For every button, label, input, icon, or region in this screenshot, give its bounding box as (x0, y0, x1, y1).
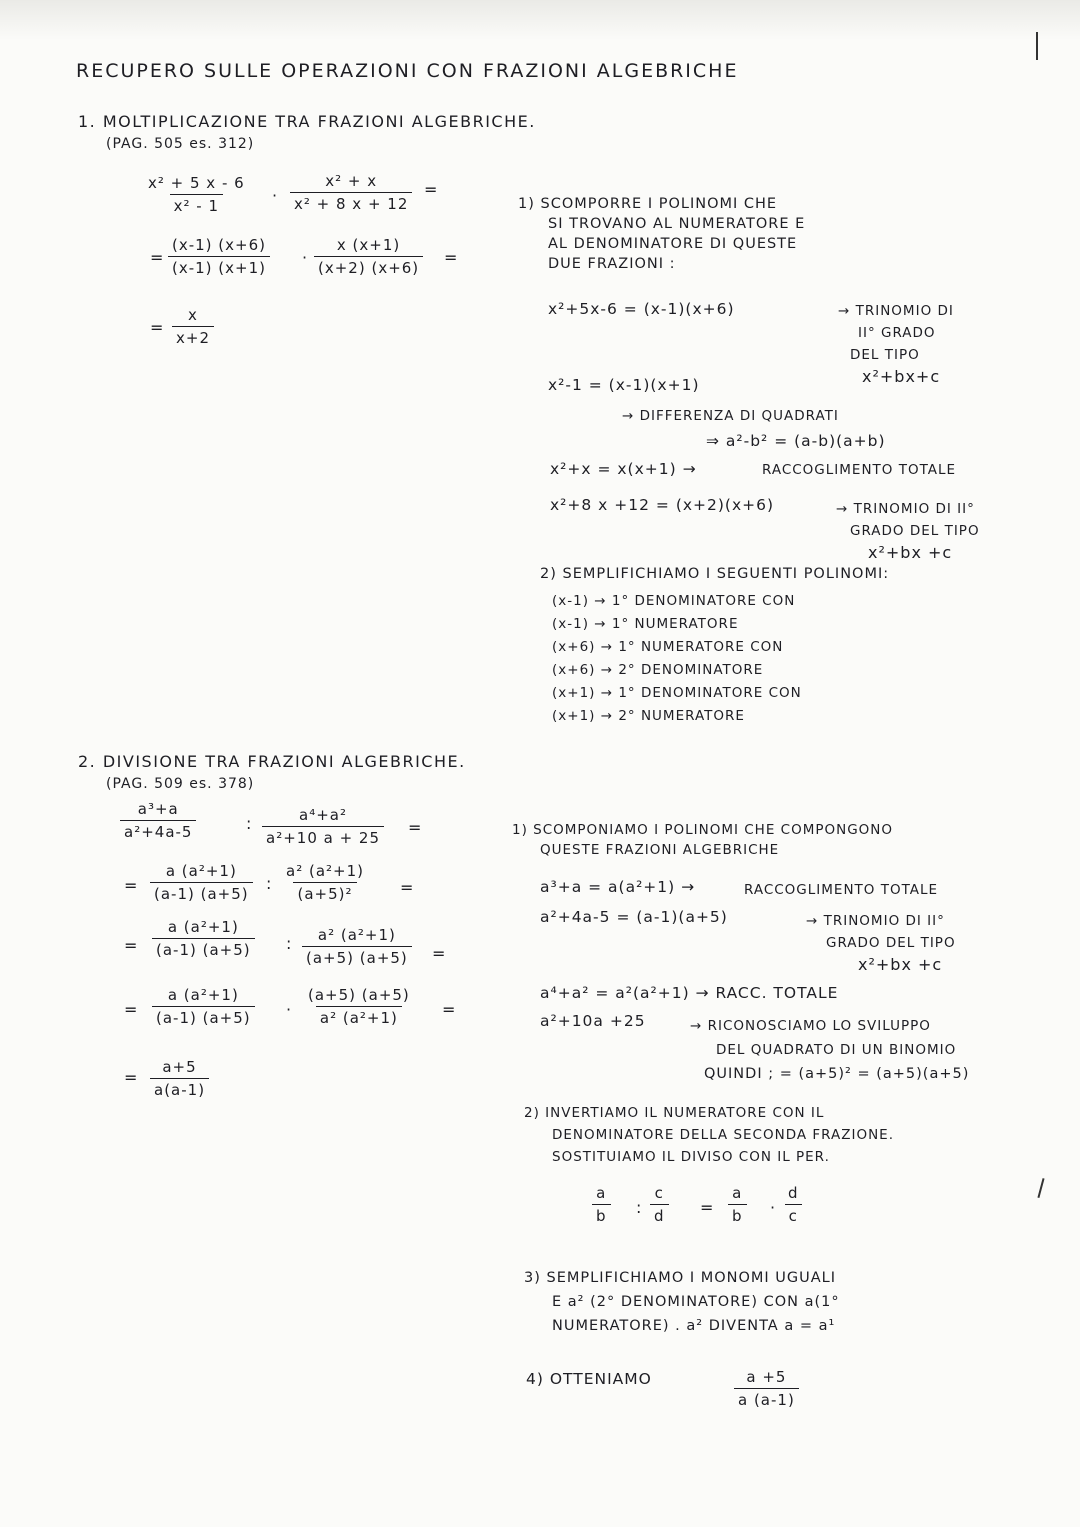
section1-ref: (PAG. 505 es. 312) (106, 136, 255, 152)
equals-sign: = (444, 248, 459, 267)
equals-sign: = (124, 1068, 139, 1087)
equals-sign: = (124, 1000, 139, 1019)
page-edge-shadow (0, 0, 1080, 40)
fraction (168, 236, 270, 277)
equals-sign: = (124, 876, 139, 895)
list-item: (x+1) → 2° NUMERATORE (552, 708, 745, 724)
equals-sign: = (424, 180, 439, 199)
rule-fraction: $\frac{d}{c}$ (784, 1184, 803, 1225)
operator: : (636, 1198, 643, 1217)
final-result-fraction (734, 1368, 799, 1409)
operator: : (286, 934, 293, 953)
factorization-note: → TRINOMIO DI II° GRADO DEL TIPO x²+bx+c (838, 303, 954, 386)
step3-notes: 3) SEMPLIFICHIAMO I MONOMI UGUALI E a² (2° DENOMINATORE) CON a(1° NUMERATORE) . a² DIVENTA a = a¹ (524, 1270, 840, 1334)
equals-sign: = (400, 878, 415, 897)
denominator: x² - 1 (170, 194, 223, 215)
numerator: a² (a²+1) (317, 926, 396, 944)
result-fraction (150, 1058, 209, 1099)
operator: · (286, 1000, 293, 1019)
numerator: x (188, 306, 198, 324)
list-item: (x+6) → 2° DENOMINATORE (552, 662, 764, 678)
factorization-line: x²-1 = (x-1)(x+1) (548, 376, 700, 394)
equals-sign: = (124, 936, 139, 955)
operator: · (272, 186, 279, 205)
factorization-line: a²+4a-5 = (a-1)(a+5) (540, 908, 728, 926)
factorization-line: a³+a = a(a²+1) → (540, 878, 696, 896)
fraction (304, 986, 414, 1027)
denominator: a(a-1) (150, 1078, 209, 1099)
pen-mark (1037, 1178, 1044, 1198)
numerator: a⁴+a² (299, 806, 347, 824)
factorization-line: a²+10a +25 (540, 1012, 646, 1030)
fraction (314, 236, 423, 277)
simplification-list (552, 590, 802, 728)
factorization-note: → TRINOMIO DI II° GRADO DEL TIPO x²+bx +c (836, 501, 980, 562)
equals-sign: = (432, 944, 447, 963)
denominator: a²+4a-5 (120, 820, 196, 841)
fraction (152, 918, 255, 959)
denominator: (a+5) (a+5) (302, 946, 412, 967)
denominator: a² (a²+1) (316, 1006, 402, 1027)
fraction (302, 926, 412, 967)
fraction (144, 174, 249, 215)
factorization-line: x²+8 x +12 = (x+2)(x+6) (550, 496, 775, 514)
step2-notes: 2) INVERTIAMO IL NUMERATORE CON IL DENOMINATORE DELLA SECONDA FRAZIONE. SOSTITUIAMO IL DIVISO CON IL PER. (524, 1105, 894, 1165)
numerator: a (a²+1) (165, 862, 237, 880)
list-item: (x+1) → 1° DENOMINATORE CON (552, 685, 802, 701)
numerator: x² + 5 x - 6 (148, 174, 245, 192)
step2-heading: 2) SEMPLIFICHIAMO I SEGUENTI POLINOMI: (540, 566, 890, 582)
numerator: a +5 (746, 1368, 787, 1386)
rule-fraction: $\frac{a}{b}$ (728, 1184, 747, 1225)
section2-ref: (PAG. 509 es. 378) (106, 776, 255, 792)
fraction (152, 986, 255, 1027)
equals-sign: = (700, 1198, 715, 1217)
list-item: (x-1) → 1° DENOMINATORE CON (552, 593, 796, 609)
rule-fraction: $\frac{c}{d}$ (650, 1184, 669, 1225)
denominator: a²+10 a + 25 (262, 826, 384, 847)
numerator: x² + x (325, 172, 378, 190)
note-line: DUE FRAZIONI : (548, 256, 676, 272)
factorization-note: → TRINOMIO DI II° GRADO DEL TIPO x²+bx +c (806, 913, 956, 974)
denominator: x+2 (172, 326, 214, 347)
list-item: (x+6) → 1° NUMERATORE CON (552, 639, 784, 655)
note-line: SI TROVANO AL NUMERATORE E (548, 216, 806, 232)
numerator: a (a²+1) (167, 918, 239, 936)
fraction (150, 862, 253, 903)
fraction (120, 800, 196, 841)
page-title: RECUPERO SULLE OPERAZIONI CON FRAZIONI ALGEBRICHE (76, 60, 739, 82)
fraction (262, 806, 384, 847)
result-fraction (172, 306, 214, 347)
equals-sign: = (150, 318, 165, 337)
numerator: x (x+1) (336, 236, 401, 254)
operator: · (770, 1198, 777, 1217)
formula-line: ⇒ a²-b² = (a-b)(a+b) (706, 432, 886, 450)
equals-sign: = (408, 818, 423, 837)
list-item: (x-1) → 1° NUMERATORE (552, 616, 739, 632)
operator: · (302, 248, 309, 267)
numerator: a³+a (137, 800, 179, 818)
denominator: (x+2) (x+6) (314, 256, 423, 277)
section2-heading: 2. DIVISIONE TRA FRAZIONI ALGEBRICHE. (78, 752, 466, 771)
denominator: a (a-1) (734, 1388, 799, 1409)
numerator: (x-1) (x+6) (172, 236, 266, 254)
fraction (282, 862, 368, 903)
rule-fraction: $\frac{a}{b}$ (592, 1184, 611, 1225)
factorization-note: RACCOGLIMENTO TOTALE (744, 882, 939, 898)
factorization-note: → DIFFERENZA DI QUADRATI (622, 408, 839, 424)
factorization-note: RACCOGLIMENTO TOTALE (762, 462, 957, 478)
operator: : (246, 814, 253, 833)
numerator: a+5 (162, 1058, 197, 1076)
note-line: 1) SCOMPORRE I POLINOMI CHE (518, 196, 778, 212)
equals-sign: = (150, 248, 165, 267)
factorization-line: x²+5x-6 = (x-1)(x+6) (548, 300, 735, 318)
fraction (290, 172, 412, 213)
factorization-note: → RICONOSCIAMO LO SVILUPPO DEL QUADRATO DI UN BINOMIO QUINDI ; = (a+5)² = (a+5)(a+5) (690, 1018, 970, 1082)
numerator: a (a²+1) (167, 986, 239, 1004)
pen-mark (1036, 32, 1038, 60)
factorization-line: a⁴+a² = a²(a²+1) → RACC. TOTALE (540, 984, 839, 1002)
factorization-line: x²+x = x(x+1) → (550, 460, 697, 478)
note-line: AL DENOMINATORE DI QUESTE (548, 236, 798, 252)
denominator: (a-1) (a+5) (152, 1006, 255, 1027)
numerator: (a+5) (a+5) (308, 986, 410, 1004)
section1-heading: 1. MOLTIPLICAZIONE TRA FRAZIONI ALGEBRICHE. (78, 112, 536, 131)
numerator: a² (a²+1) (286, 862, 364, 880)
step4-label: 4) OTTENIAMO (526, 1370, 652, 1388)
step1-notes: 1) SCOMPONIAMO I POLINOMI CHE COMPONGONO QUESTE FRAZIONI ALGEBRICHE (512, 822, 894, 858)
operator: : (266, 874, 273, 893)
step1-notes (518, 194, 805, 274)
denominator: (a-1) (a+5) (150, 882, 253, 903)
denominator: (x-1) (x+1) (168, 256, 270, 277)
denominator: (a+5)² (293, 882, 356, 903)
denominator: x² + 8 x + 12 (290, 192, 412, 213)
equals-sign: = (442, 1000, 457, 1019)
denominator: (a-1) (a+5) (152, 938, 255, 959)
